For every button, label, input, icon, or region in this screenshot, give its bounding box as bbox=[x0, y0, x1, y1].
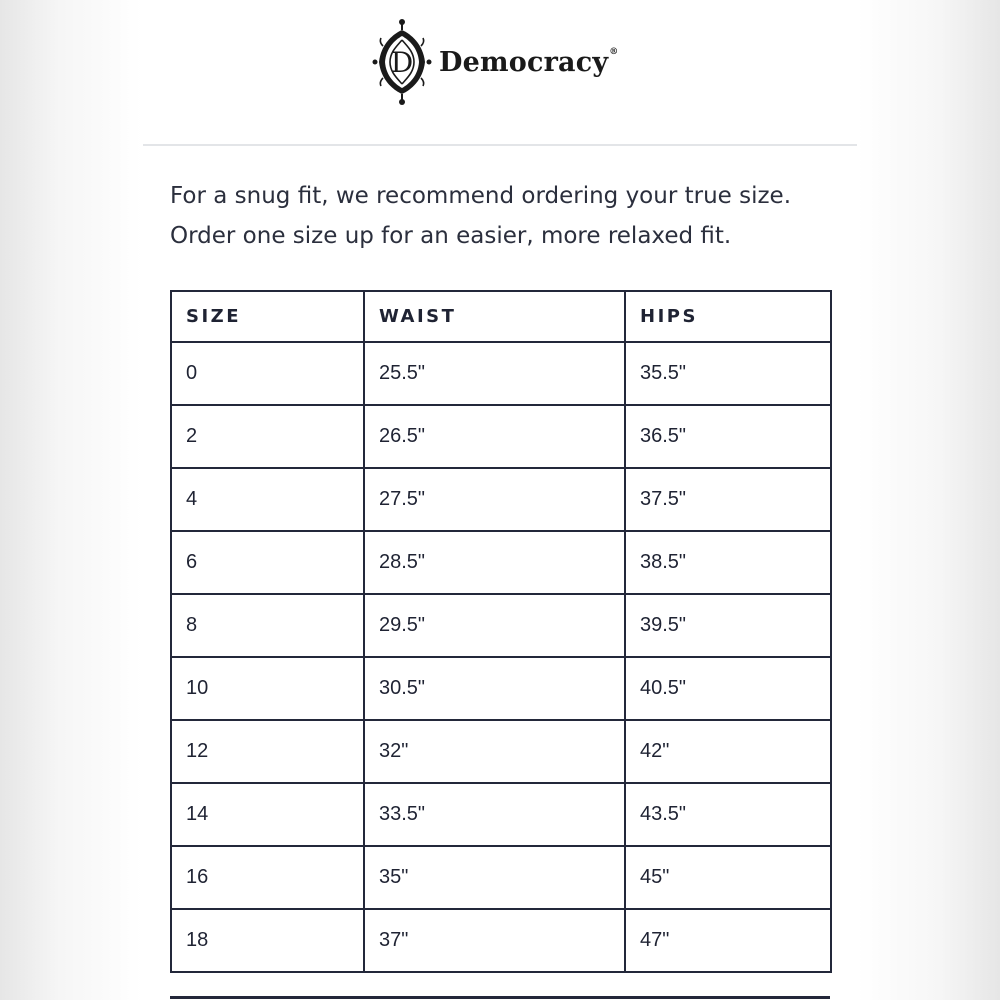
cell-size: 4 bbox=[171, 468, 364, 531]
header bbox=[143, 0, 857, 146]
cell-hips: 40.5" bbox=[625, 657, 831, 720]
cell-size: 10 bbox=[171, 657, 364, 720]
brand-logo[interactable] bbox=[371, 16, 618, 108]
table-row bbox=[171, 657, 831, 720]
logo-letter: D bbox=[390, 46, 414, 79]
cell-hips: 47" bbox=[625, 909, 831, 972]
cell-hips: 39.5" bbox=[625, 594, 831, 657]
cell-waist: 30.5" bbox=[364, 657, 625, 720]
cell-waist: 26.5" bbox=[364, 405, 625, 468]
cell-waist: 37" bbox=[364, 909, 625, 972]
cell-hips: 43.5" bbox=[625, 783, 831, 846]
table-row bbox=[171, 342, 831, 405]
bottom-divider bbox=[170, 996, 830, 999]
cell-size: 0 bbox=[171, 342, 364, 405]
table-row bbox=[171, 909, 831, 972]
cell-hips: 36.5" bbox=[625, 405, 831, 468]
table-row bbox=[171, 468, 831, 531]
header-size: SIZE bbox=[171, 291, 364, 342]
table-header-row bbox=[171, 291, 831, 342]
cell-size: 18 bbox=[171, 909, 364, 972]
cell-hips: 38.5" bbox=[625, 531, 831, 594]
fit-recommendation bbox=[170, 176, 850, 256]
table-row bbox=[171, 594, 831, 657]
cell-waist: 25.5" bbox=[364, 342, 625, 405]
cell-size: 2 bbox=[171, 405, 364, 468]
header-waist: WAIST bbox=[364, 291, 625, 342]
cell-hips: 37.5" bbox=[625, 468, 831, 531]
ornament-logo-icon bbox=[371, 16, 433, 108]
brand-name: Democracy® bbox=[439, 46, 619, 78]
cell-size: 6 bbox=[171, 531, 364, 594]
cell-waist: 29.5" bbox=[364, 594, 625, 657]
table-row bbox=[171, 783, 831, 846]
cell-hips: 35.5" bbox=[625, 342, 831, 405]
fit-recommendation-line-2: Order one size up for an easier, more relaxed fit. bbox=[170, 223, 732, 249]
header-hips: HIPS bbox=[625, 291, 831, 342]
cell-waist: 33.5" bbox=[364, 783, 625, 846]
table-row bbox=[171, 531, 831, 594]
cell-waist: 35" bbox=[364, 846, 625, 909]
cell-waist: 32" bbox=[364, 720, 625, 783]
table-row bbox=[171, 720, 831, 783]
table-row bbox=[171, 846, 831, 909]
table-row bbox=[171, 405, 831, 468]
cell-hips: 42" bbox=[625, 720, 831, 783]
size-chart-table bbox=[170, 290, 832, 973]
registered-mark: ® bbox=[609, 46, 619, 57]
cell-waist: 28.5" bbox=[364, 531, 625, 594]
cell-size: 14 bbox=[171, 783, 364, 846]
cell-size: 12 bbox=[171, 720, 364, 783]
size-guide-panel bbox=[143, 0, 857, 1000]
cell-size: 16 bbox=[171, 846, 364, 909]
cell-hips: 45" bbox=[625, 846, 831, 909]
cell-waist: 27.5" bbox=[364, 468, 625, 531]
fit-recommendation-line-1: For a snug fit, we recommend ordering your true size. bbox=[170, 183, 792, 209]
cell-size: 8 bbox=[171, 594, 364, 657]
